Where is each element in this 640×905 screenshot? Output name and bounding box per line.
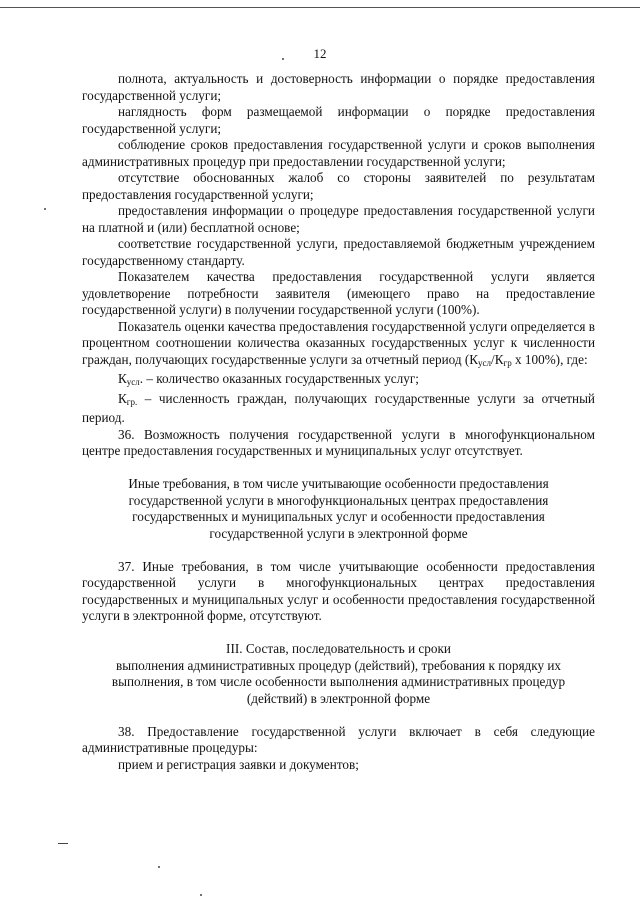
section-heading: Иные требования, в том числе учитывающие особенности предоставления государственной услуги в многофункциональных центрах предоставления государственных и муниципальных услуг и особенности предоставления государственной услуги в электронной форме bbox=[128, 476, 549, 541]
chapter-subtitle: выполнения административных процедур (действий), требования к порядку их выполнения, в том числе особенности выполнения административных процедур (действий) в электронной форме bbox=[111, 657, 566, 706]
text: /К bbox=[491, 351, 504, 367]
subscript: гр. bbox=[126, 396, 138, 407]
text: . – количество оказанных государственных услуг; bbox=[139, 371, 419, 386]
page-number: 12 bbox=[313, 46, 327, 61]
subscript: гр bbox=[503, 357, 512, 368]
symbol: К bbox=[118, 390, 127, 406]
paragraph-item-36: 36. Возможность получения государственной услуги в многофункциональном центре предоставления государственных и муниципальных услуг отсутствует. bbox=[82, 426, 595, 458]
paragraph-definition bbox=[82, 391, 595, 427]
scan-speck bbox=[200, 894, 202, 896]
chapter-title: III. Состав, последовательность и сроки bbox=[226, 641, 451, 656]
paragraph-formula bbox=[82, 319, 595, 372]
text: – численность граждан, получающих государственные услуги за отчетный период. bbox=[82, 390, 595, 425]
scan-speck bbox=[44, 208, 46, 210]
scan-mark bbox=[58, 843, 68, 844]
paragraph: наглядность форм размещаемой информации о порядке предоставления государственной услуги; bbox=[82, 104, 595, 136]
scan-speck bbox=[282, 58, 284, 60]
paragraph: отсутствие обоснованных жалоб со стороны заявителей по результатам предоставления государственной услуги; bbox=[82, 170, 595, 202]
paragraph: соблюдение сроков предоставления государственной услуги и сроков выполнения административных процедур при предоставлении государственной услуги; bbox=[82, 137, 595, 169]
scan-speck bbox=[158, 866, 160, 868]
paragraph: прием и регистрация заявки и документов; bbox=[118, 756, 359, 772]
paragraph: Показателем качества предоставления государственной услуги является удовлетворение потребности заявителя (имеющего право на предоставление государственной услуги) в получении государственной услуги (100%). bbox=[82, 269, 595, 317]
text: Показатель оценки качества предоставления государственной услуги определяется в процентном соотношении количества оказанных государственных услуг к численности граждан, получающих государственные услуги за отчетный период (К bbox=[82, 318, 595, 367]
paragraph: соответствие государственной услуги, предоставляемой бюджетным учреждением государственному стандарту. bbox=[82, 236, 595, 268]
paragraph-definition bbox=[82, 371, 595, 391]
paragraph-item-37: 37. Иные требования, в том числе учитывающие особенности предоставления государственной услуги в многофункциональных центрах предоставления государственных и муниципальных услуг и особенности предоставления государственной услуги в электронной форме, отсутствуют. bbox=[82, 558, 595, 623]
text: х 100%), где: bbox=[511, 351, 588, 367]
subscript: усл bbox=[478, 357, 492, 368]
document-body bbox=[82, 71, 595, 773]
paragraph: предоставления информации о процедуре предоставления государственной услуги на платной и (или) бесплатной основе; bbox=[82, 203, 595, 235]
paragraph: полнота, актуальность и достоверность информации о порядке предоставления государственной услуги; bbox=[82, 71, 595, 103]
paragraph-item-38: 38. Предоставление государственной услуги включает в себя следующие административные процедуры: bbox=[82, 723, 595, 755]
top-border-line bbox=[0, 7, 640, 8]
subscript: усл bbox=[126, 377, 140, 387]
symbol: К bbox=[118, 371, 127, 386]
